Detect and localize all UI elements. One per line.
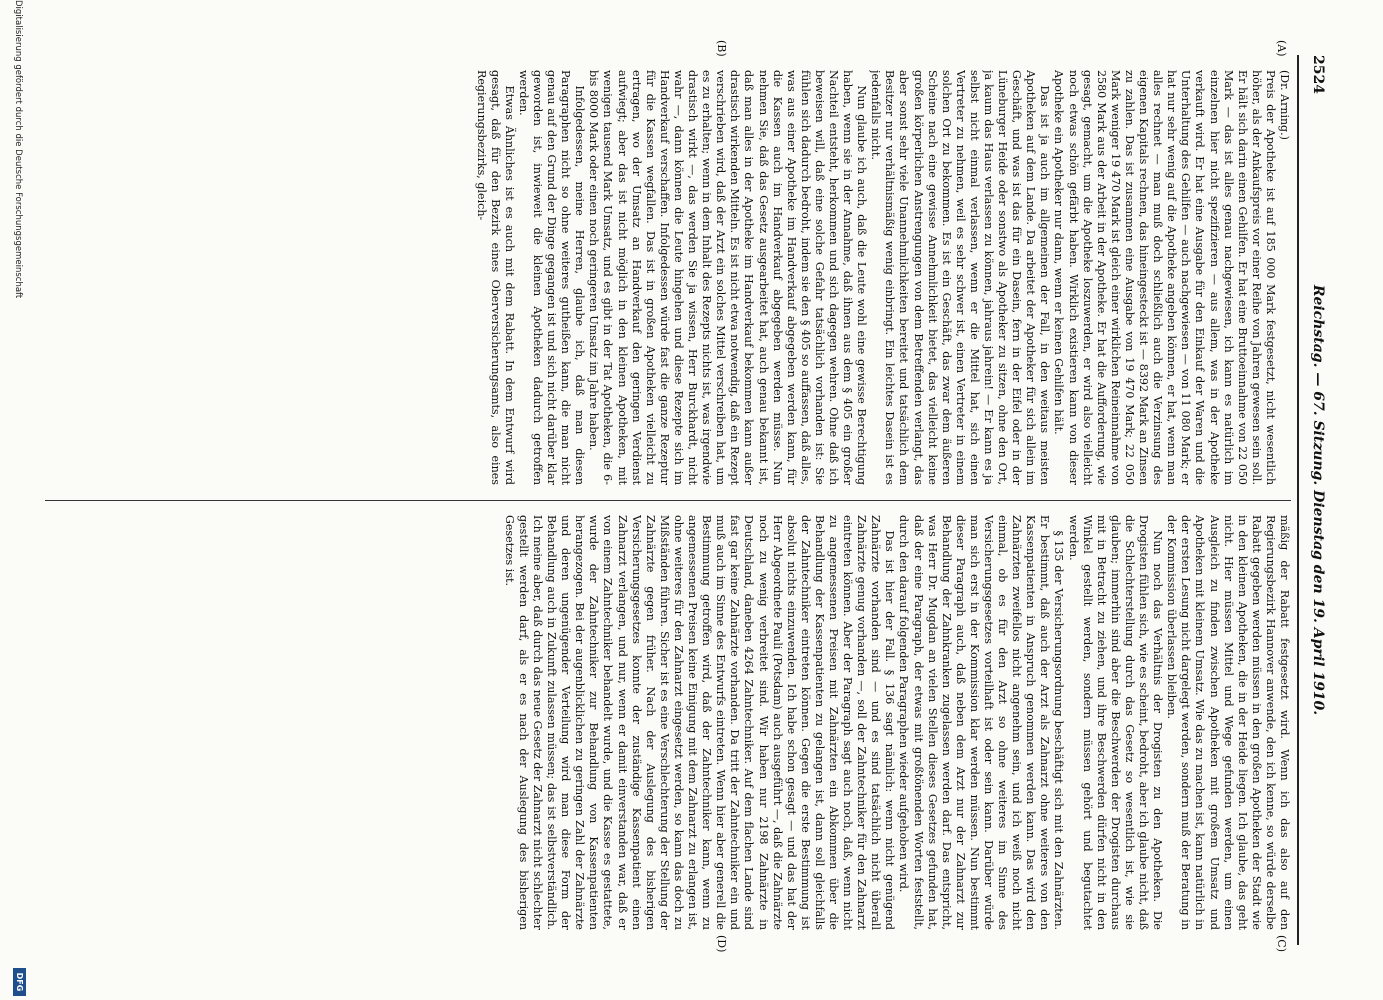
header-rule: [1297, 55, 1299, 945]
margin-marker-a: (A): [1275, 40, 1288, 57]
page-number: 2524: [1310, 55, 1326, 94]
page-title: Reichstag. — 67. Sitzung. Dienstag den 19. April 1910.: [1310, 284, 1326, 716]
paragraph: Nun noch das Verhältnis der Drogisten zu den Apotheken. Die Drogisten fühlen sich, wie es scheint, bedroht, aber ich glaube nicht, daß die Schlechterstellung durch das Gesetz so wesentlich ist, wie sie glauben; immerhin sind aber die Beschwerden der Drogisten durchaus mit in Betracht zu ziehen, und ihre Beschwerden dürfen nicht in den Winkel gestellt werden, sondern müssen gehört und begutachtet werden.: [1066, 515, 1165, 930]
right-column: [45, 515, 1291, 930]
paragraph: § 135 der Versicherungsordnung beschäftigt sich mit den Zahnärzten. Er bestimmt, daß auch der Arzt als Zahnarzt ohne weiteres von den Kassenpatienten in Anspruch genommen werden kann. Das wird den Zahnärzten zweifellos nicht angenehm sein, und ich weiß noch nicht einmal, ob es für den Arzt so ohne weiteres im Sinne des Versicherungsgesetzes vorteilhaft ist oder sein kann. Darüber würde man sich erst in der Kommission klar werden müssen. Nun bestimmt dieser Paragraph auch, daß neben dem Arzt nur der Zahnarzt zur Behandlung der Zahnkranken zugelassen werden darf. Das entspricht, was Herr Dr. Mugdan an vielen Stellen dieses Gesetzes gefunden hat, daß der eine Paragraph, der etwas mit großtönenden Worten feststellt, durch den darauf folgenden Paragraphen wieder aufgehoben wird.: [897, 515, 1066, 930]
dfg-logo: DFG: [13, 968, 26, 996]
paragraph: Preis der Apotheke ist auf 185 000 Mark festgesetzt, nicht wesentlich höher, als der Ankaufspreis vor einer Reihe von Jahren gewesen sein soll. Er hält sich darin einen Gehilfen. Er hat eine Bruttoeinnahme von 22 050 Mark — das ist alles genau nachgewiesen, ich kann es natürlich im einzelnen hier nicht spezifizieren — aus allem, was in der Apotheke verkauft wird. Er hat eine Ausgabe für den Einkauf der Waren und die Unterhaltung des Gehilfen — auch nachgewiesen — von 11 080 Mark; er hat nur sehr wenig auf die Apotheke angeben können, er hat, wenn man alles rechnet — man muß doch schließlich auch die Verzinsung des eigenen Kapitals rechnen, das hineingesteckt ist — 8392 Mark an Zinsen zu zahlen. Das ist zusammen eine Ausgabe von 19 470 Mark; 22 050 Mark weniger 19 470 Mark ist gleich einer wirklichen Reineinnahme von 2580 Mark aus der Arbeit in der Apotheke. Er hat die Aufforderung, wie gesagt, gemacht, um die Apotheke loszuwerden, er wird also vielleicht noch etwas schön gefärbt haben. Wirklich existieren kann von dieser Apotheke ein Apotheker nur dann, wenn er keinen Gehilfen hält.: [1052, 70, 1277, 485]
footer-credit: Digitalisierung gefördert durch die Deutsche Forschungsgemeinschaft: [13, 0, 23, 299]
speaker-label: (Dr. Arning.): [1278, 70, 1291, 140]
paragraph: Etwas Ähnliches ist es auch mit dem Rabatt. In dem Entwurf wird gesagt, daß für den Bezirk eines Oberversicherungsamts, also eines Regierungsbezirks, gleich-: [474, 70, 516, 485]
margin-marker-b: (B): [715, 40, 728, 57]
paragraph: mäßig der Rabatt festgesetzt wird. Wenn ich das also auf den Regierungsbezirk Hannover anwende, den ich kenne, so würde derselbe Rabatt gegeben werden müssen in den großen Apotheken der Stadt wie in den kleinen Apotheken, die in der Heide liegen. Ich glaube, das geht nicht. Hier müssen Mittel und Wege gefunden werden, um einen Ausgleich zu finden zwischen Apotheken mit großem Umsatz und Apotheken mit kleinem Umsatz. Wie das zu machen ist, kann natürlich in der ersten Lesung nicht dargelegt werden, sondern muß der Beratung in der Kommission überlassen bleiben.: [1165, 515, 1291, 930]
page-header: [1302, 55, 1328, 945]
margin-marker-d: (D): [715, 935, 728, 953]
column-divider: [45, 500, 1291, 501]
paragraph: Nun glaube ich auch, daß die Leute wohl eine gewisse Berechtigung haben, wenn sie in der Annahme, daß ihnen aus dem § 405 ein großer Nachteil entsteht, herkommen und sich dagegen wehren. Ohne daß ich beweisen will, daß eine solche Gefahr tatsächlich vorhanden ist: Sie fühlen sich dadurch bedroht, indem sie den § 405 so auffassen, daß alles, was aus einer Apotheke im Handverkauf abgegeben werden kann, für die Kassen auch im Handverkauf abgegeben werden müsse. Nun nehmen Sie, daß das Gesetz ausgearbeitet hat, auch genau bekannt ist, daß man alles in der Apotheke im Handverkauf bekommen kann außer drastisch wirkenden Mitteln. Es ist nicht etwa notwendig, daß ein Rezept verschrieben wird, daß der Arzt ein solches Mittel verschreiben hat, um es zu erhalten; wenn in dem Inhalt des Rezepts nichts ist, was irgendwie drastisch wirkt —, das werden Sie ja wissen, Herr Burckhardt, nicht wahr —, dann können die Leute hingehen und diese Rezepte sich im Handverkauf verschaffen. Infolgedessen würde fast die ganze Rezeptur für die Kassen wegfallen. Das ist in großen Apotheken vielleicht zu ertragen, wo der Umsatz an Handverkauf den geringen Verdienst aufwiegt; aber das ist nicht möglich in den kleinen Apotheken, mit wenigen tausend Mark Umsatz, und es gibt in der Tat Apotheken, die 6- bis 8000 Mark oder einen noch geringeren Umsatz im Jahre haben.: [587, 70, 869, 485]
paragraph: Das ist hier der Fall. § 136 sagt nämlich: wenn nicht genügend Zahnärzte vorhanden sind — und es sind tatsächlich nicht überall Zahnärzte genug vorhanden —, soll der Zahntechniker für den Zahnarzt eintreten können. Aber der Paragraph sagt auch noch, daß, wenn nicht zu angemessenen Preisen mit Zahnärzten ein Abkommen über die Behandlung der Kassenpatienten zu gelangen ist, dann soll gleichfalls der Zahntechniker eintreten können. Gegen die erste Bestimmung ist absolut nichts einzuwenden. Ich habe schon gesagt — und das hat der Herr Abgeordnete Pauli (Potsdam) auch ausgeführt —, daß die Zahnärzte noch zu wenig verbreitet sind. Wir haben nur 2198 Zahnärzte in Deutschland, daneben 4264 Zahntechniker. Auf dem flachen Lande sind fast gar keine Zahnärzte vorhanden. Da tritt der Zahntechniker ein und muß auch im Sinne des Entwurfs eintreten. Wenn hier aber generell die Bestimmung getroffen wird, daß der Zahntechniker kann, wenn zu angemessenen Preisen keine Einigung mit dem Zahnarzt zu erlangen ist, ohne weiteres für den Zahnarzt eingesetzt werden, so kann das doch zu Mißständen führen. Sicher ist es eine Verschlechterung der Stellung der Zahnärzte gegen früher. Nach der Auslegung des bisherigen Versicherungsgesetzes konnte der zuständige Kassenpatient einen Zahnarzt verlangen, und nur, wenn er damit einverstanden war, daß er von einem Zahntechniker behandelt wurde, und die Kasse es gestattete, wurde der Zahntechniker zur Behandlung von Kassenpatienten herangezogen. Bei der augenblicklichen zu geringen Zahl der Zahnärzte und deren ungenügender Verteilung wird man diese Form der Behandlung auch in Zukunft zulassen müssen; das ist selbstverständlich. Ich meine aber, daß durch das neue Gesetz der Zahnarzt nicht schlechter gestellt werden darf, als er es nach der Auslegung des bisherigen Gesetzes ist.: [502, 515, 897, 930]
margin-marker-c: (C): [1275, 935, 1288, 952]
left-column: [45, 70, 1291, 485]
paragraph: Das ist ja auch im allgemeinen der Fall, in den weitaus meisten Apotheken auf dem Lande. Da arbeitet der Apotheker für sich allein im Geschäft, und was ist das für ein Dasein, fern in der Eifel oder in der Lüneburger Heide oder sonstwo als Apotheker zu sitzen, ohne den Ort, ja kaum das Haus verlassen zu können, jahraus jahrein! — Er kann es ja selbst nicht einmal verlassen, wenn er die Mittel hat, sich einen Vertreter zu nehmen, weil es sehr schwer ist, einen Vertreter in einem solchen Ort zu bekommen. Es ist ein Geschäft, das zwar dem äußeren Scheine nach eine gewisse Annehmlichkeit bietet, das vielleicht keine großen körperlichen Anstrengungen von dem Betreffenden verlangt, das aber sonst sehr viele Unannehmlichkeiten bereitet und tatsächlich dem Besitzer nur verhältnismäßig wenig einbringt. Ein leichtes Dasein ist es jedenfalls nicht.: [869, 70, 1052, 485]
paragraph: Infolgedessen, meine Herren, glaube ich, daß man diesen Paragraphen nicht so ohne weiteres gutheißen kann, die man nicht genau auf den Grund der Dinge gegangen ist und sich nicht darüber klar geworden ist, inwieweit die kleinen Apotheken dadurch getroffen werden.: [516, 70, 587, 485]
